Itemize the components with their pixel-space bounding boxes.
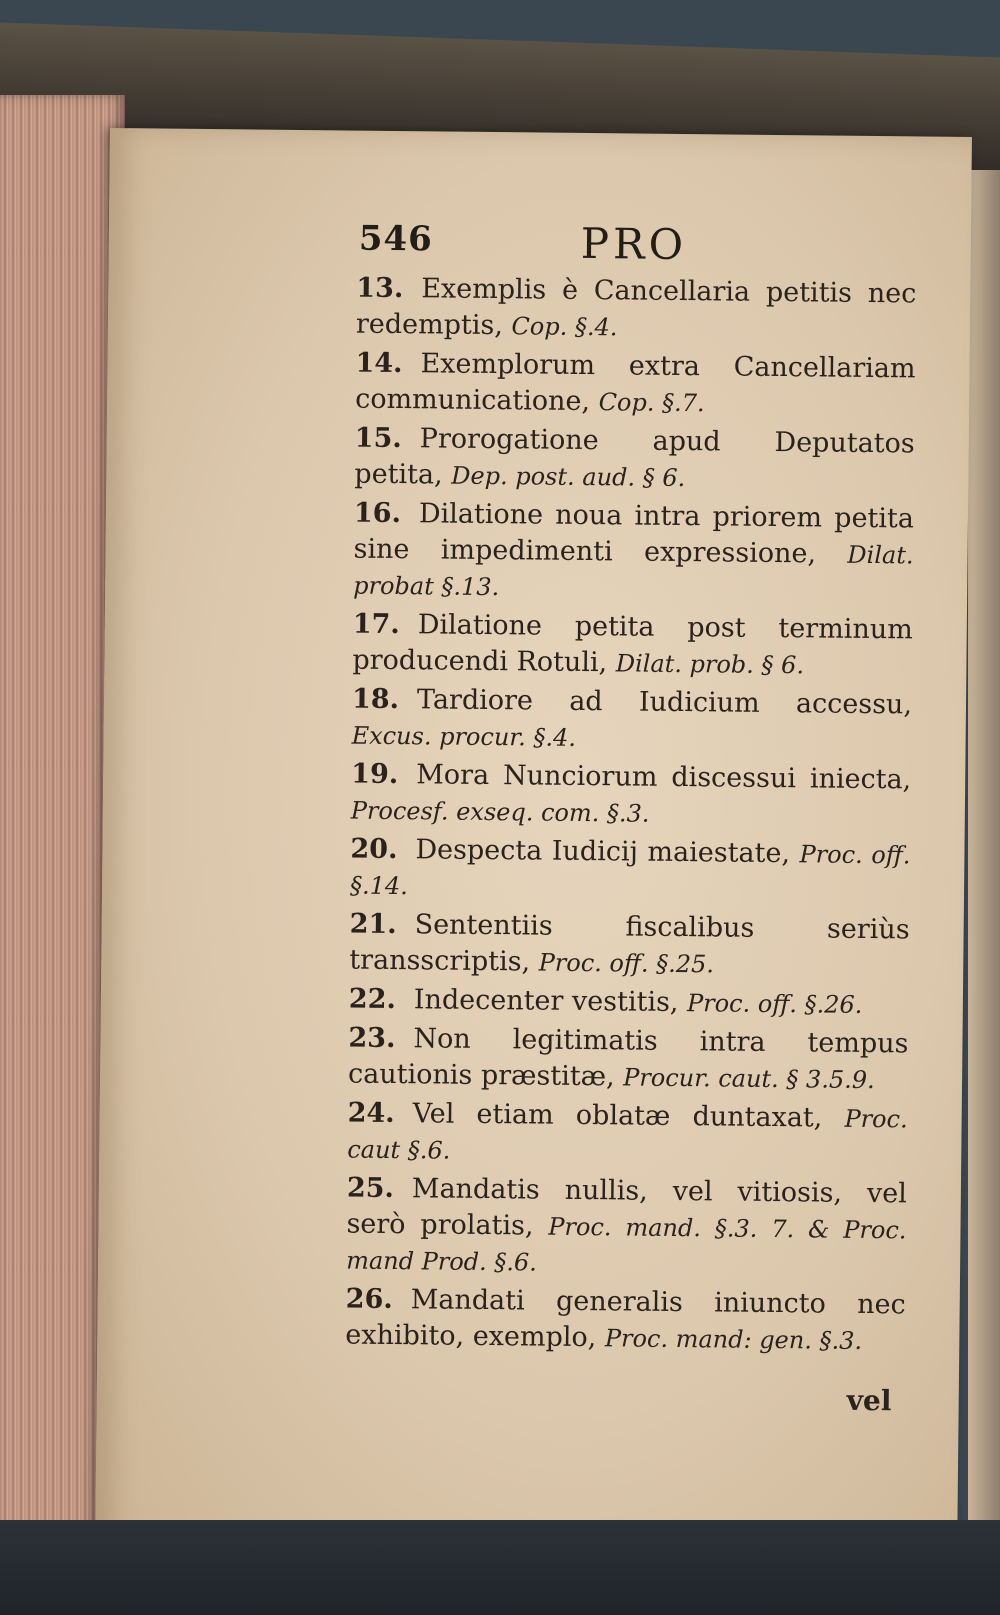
running-head: PRO <box>580 218 688 270</box>
entry-list <box>345 271 916 1363</box>
list-item: 21. Sententiis fiscalibus seriùs transscriptis, Proc. off. §.25. <box>349 908 910 979</box>
list-item: 17. Dilatione petita post terminum producendi Rotuli, Dilat. prob. § 6. <box>352 608 913 680</box>
catchword: vel <box>846 1383 892 1418</box>
list-item: 23. Non legitimatis intra tempus cautionis præstitæ, Procur. caut. § 3.5.9. <box>347 1022 909 1095</box>
list-item: 26. Mandati generalis iniuncto nec exhibito, exemplo, Proc. mand: gen. §.3. <box>345 1283 906 1355</box>
list-item: 14. Exemplorum extra Cancellariam communicatione, Cop. §.7. <box>355 347 916 418</box>
book-page <box>95 128 972 1589</box>
page-number: 546 <box>358 218 434 260</box>
list-item: 16. Dilatione noua intra priorem petita sine impedimenti expressione, Dilat. probat §.13. <box>353 497 915 602</box>
background-surface <box>0 1520 1000 1615</box>
list-item: 22. Indecenter vestitis, Proc. off. §.26. <box>348 983 863 1019</box>
list-item: 19. Mora Nunciorum discessui iniecta, Procesf. exseq. com. §.3. <box>350 758 912 828</box>
list-item: 15. Prorogatione apud Deputatos petita, Dep. post. aud. § 6. <box>354 422 915 493</box>
list-item: 18. Tardiore ad Iudicium accessu, Excus. procur. §.4. <box>351 683 913 752</box>
page-header <box>359 219 859 274</box>
list-item: 24. Vel etiam oblatæ duntaxat, Proc. caut §.6. <box>347 1097 908 1165</box>
list-item: 20. Despecta Iudicij maiestate, Proc. off. §.14. <box>349 833 911 901</box>
list-item: 25. Mandatis nullis, vel vitiosis, vel serò prolatis, Proc. mand. §.3. 7. & Proc. mand Prod. §.6. <box>346 1172 908 1277</box>
list-item: 13. Exemplis è Cancellaria petitis nec redemptis, Cop. §.4. <box>355 272 917 342</box>
binding-gutter <box>968 170 1000 1550</box>
